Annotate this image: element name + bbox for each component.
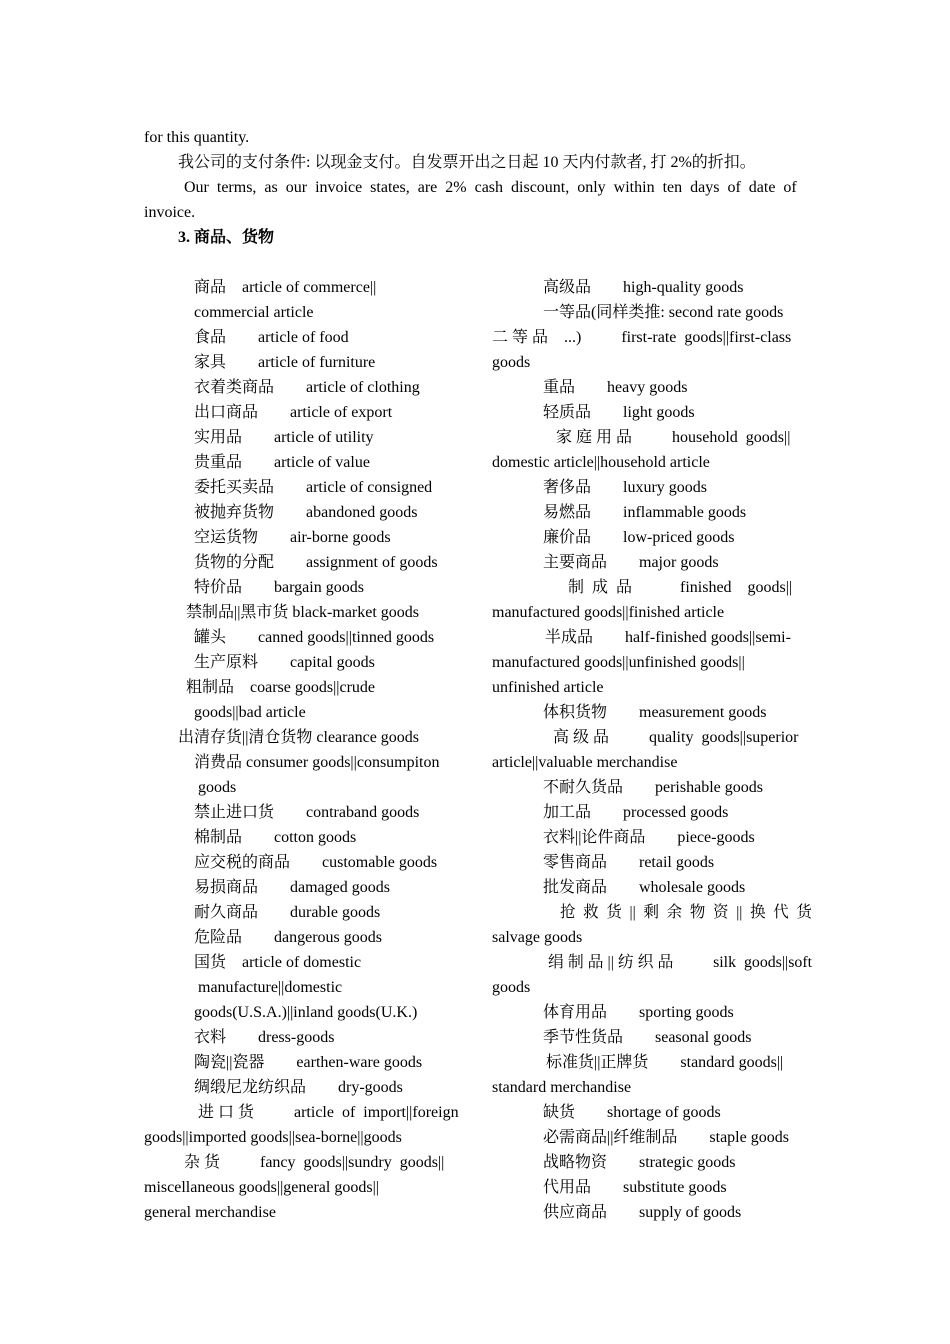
glossary-entry: 半成品 half-finished goods||semi- [545, 629, 791, 646]
glossary-entry: 特价品 bargain goods [194, 579, 364, 596]
glossary-entry: 罐头 canned goods||tinned goods [194, 629, 435, 646]
glossary-entry: 棉制品 cotton goods [194, 829, 357, 846]
glossary-entry: 贵重品 article of value [194, 454, 370, 471]
glossary-entry: 重品 heavy goods [543, 379, 688, 396]
glossary-entry: 商品 article of commerce|| [194, 279, 377, 296]
glossary-entry: 家 庭 用 品 household goods|| [556, 429, 791, 446]
glossary-entry: miscellaneous goods||general goods|| [144, 1179, 379, 1196]
glossary-entry: 代用品 substitute goods [543, 1179, 727, 1196]
glossary-entry: 零售商品 retail goods [543, 854, 715, 871]
glossary-entry: manufactured goods||finished article [492, 604, 725, 621]
glossary-entry: 杂 货 fancy goods||sundry goods|| [184, 1154, 445, 1171]
glossary-entry: 缺货 shortage of goods [543, 1104, 721, 1121]
glossary-entry: 耐久商品 durable goods [194, 904, 381, 921]
glossary-entry: 标准货||正牌货 standard goods|| [546, 1054, 784, 1071]
glossary-entry: 体育用品 sporting goods [543, 1004, 734, 1021]
glossary-entry: 陶瓷||瓷器 earthen-ware goods [194, 1054, 423, 1071]
glossary-entry: 加工品 processed goods [543, 804, 729, 821]
glossary-entry: 禁制品||黑市货 black-market goods [186, 604, 420, 621]
glossary-entry: 禁止进口货 contraband goods [194, 804, 420, 821]
glossary-entry: 战略物资 strategic goods [543, 1154, 736, 1171]
glossary-entry: 食品 article of food [194, 329, 349, 346]
glossary-entry: 奢侈品 luxury goods [543, 479, 708, 496]
intro-line-2: 我公司的支付条件: 以现金支付。自发票开出之日起 10 天内付款者, 打 2%的折扣。 [178, 154, 756, 171]
glossary-entry: 粗制品 coarse goods||crude [186, 679, 376, 696]
glossary-entry: 家具 article of furniture [194, 354, 376, 371]
glossary-entry: goods [492, 979, 531, 996]
glossary-entry: 危险品 dangerous goods [194, 929, 382, 946]
glossary-entry: salvage goods [492, 929, 583, 946]
intro-line-3: Our terms, as our invoice states, are 2% cash discount, only within ten days of date of [184, 179, 797, 196]
glossary-entry: 轻质品 light goods [543, 404, 695, 421]
glossary-entry: 货物的分配 assignment of goods [194, 554, 438, 571]
glossary-entry: 绸缎尼龙纺织品 dry-goods [194, 1079, 403, 1096]
glossary-entry: 应交税的商品 customable goods [194, 854, 438, 871]
glossary-entry: 国货 article of domestic [194, 954, 362, 971]
glossary-entry: 委托买卖品 article of consigned [194, 479, 433, 496]
glossary-entry: goods [198, 779, 237, 796]
glossary-entry: 抢 救 货 || 剩 余 物 资 || 换 代 货 [560, 904, 812, 921]
glossary-entry: 批发商品 wholesale goods [543, 879, 746, 896]
glossary-entry: 一等品(同样类推: second rate goods [543, 304, 784, 321]
glossary-entry: commercial article [194, 304, 314, 321]
glossary-entry: goods(U.S.A.)||inland goods(U.K.) [194, 1004, 418, 1021]
glossary-entry: 衣料 dress-goods [194, 1029, 335, 1046]
glossary-entry: 衣着类商品 article of clothing [194, 379, 420, 396]
glossary-entry: manufactured goods||unfinished goods|| [492, 654, 745, 671]
glossary-entry: 易燃品 inflammable goods [543, 504, 747, 521]
glossary-entry: goods [492, 354, 531, 371]
glossary-entry: 出口商品 article of export [194, 404, 393, 421]
intro-line-1: for this quantity. [144, 129, 250, 146]
glossary-entry: 空运货物 air-borne goods [194, 529, 391, 546]
glossary-entry: 主要商品 major goods [543, 554, 719, 571]
glossary-entry: 消费品 consumer goods||consumpiton [194, 754, 440, 771]
glossary-entry: 易损商品 damaged goods [194, 879, 390, 896]
glossary-entry: domestic article||household article [492, 454, 710, 471]
glossary-entry: 制 成 品 finished goods|| [568, 579, 793, 596]
glossary-entry: goods||bad article [194, 704, 306, 721]
glossary-entry: 高级品 high-quality goods [543, 279, 744, 296]
glossary-entry: general merchandise [144, 1204, 276, 1221]
glossary-entry: 生产原料 capital goods [194, 654, 375, 671]
glossary-entry: goods||imported goods||sea-borne||goods [144, 1129, 402, 1146]
glossary-entry: 进 口 货 article of import||foreign [198, 1104, 459, 1121]
glossary-entry: unfinished article [492, 679, 604, 696]
glossary-entry: 高 级 品 quality goods||superior [553, 729, 799, 746]
glossary-entry: 出清存货||清仓货物 clearance goods [178, 729, 420, 746]
glossary-entry: standard merchandise [492, 1079, 632, 1096]
glossary-entry: article||valuable merchandise [492, 754, 678, 771]
glossary-entry: 衣料||论件商品 piece-goods [543, 829, 755, 846]
glossary-entry: 季节性货品 seasonal goods [543, 1029, 752, 1046]
glossary-entry: 供应商品 supply of goods [543, 1204, 742, 1221]
glossary-entry: 体积货物 measurement goods [543, 704, 767, 721]
glossary-entry: 必需商品||纤维制品 staple goods [543, 1129, 789, 1146]
section-heading: 3. 商品、货物 [178, 229, 275, 246]
glossary-entry: manufacture||domestic [198, 979, 343, 996]
glossary-entry: 二 等 品 ...) first-rate goods||first-class [492, 329, 792, 346]
glossary-entry: 被抛弃货物 abandoned goods [194, 504, 418, 521]
glossary-entry: 实用品 article of utility [194, 429, 374, 446]
glossary-entry: 廉价品 low-priced goods [543, 529, 735, 546]
glossary-entry: 不耐久货品 perishable goods [543, 779, 763, 796]
intro-line-4: invoice. [144, 204, 196, 221]
glossary-entry: 绢 制 品 || 纺 织 品 silk goods||soft [548, 954, 813, 971]
